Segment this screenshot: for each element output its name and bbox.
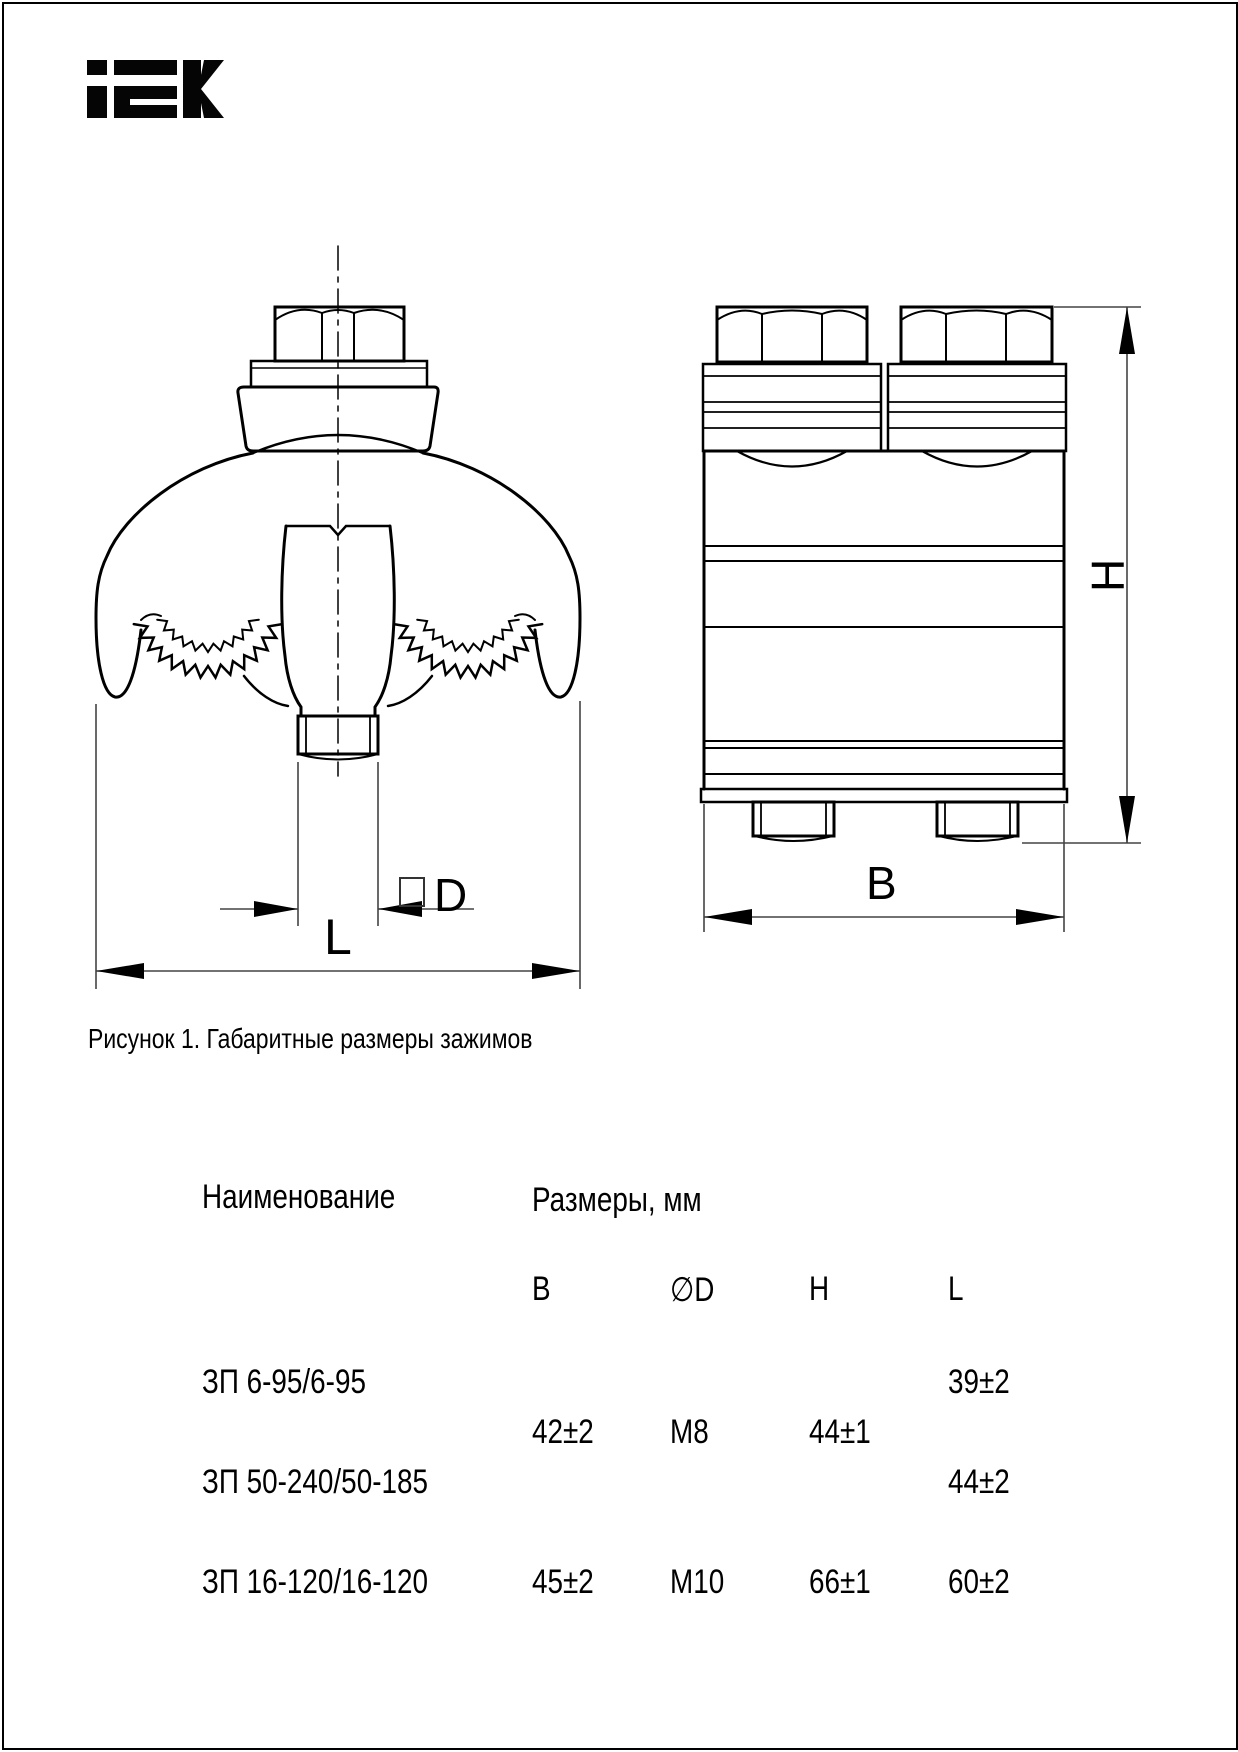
cell-b: 42±2 [532, 1412, 594, 1451]
header-col-h: H [809, 1270, 830, 1308]
header-col-d: ∅D [670, 1270, 715, 1309]
dimensions-table [180, 1154, 1049, 1632]
figure-drawing [4, 4, 1236, 1014]
row-name: ЗП 6-95/6-95 [202, 1362, 366, 1401]
left-jaw-fine-serration [157, 620, 259, 652]
right-jaw-fine-serration [417, 620, 519, 652]
cell-h: 66±1 [809, 1562, 871, 1601]
dim-label-h: H [1082, 558, 1134, 592]
side-view [701, 307, 1067, 841]
header-col-l: L [948, 1270, 964, 1308]
document-page [2, 2, 1238, 1750]
header-sizes-group: Размеры, мм [532, 1181, 702, 1219]
table-row [180, 1532, 1049, 1632]
header-col-b: B [532, 1270, 551, 1308]
cell-l: 44±2 [948, 1462, 1010, 1501]
front-view [96, 246, 580, 776]
dimensions-table-container [180, 1154, 1049, 1632]
row-name: ЗП 50-240/50-185 [202, 1462, 428, 1501]
cell-h: 44±1 [809, 1412, 871, 1451]
row-name: ЗП 16-120/16-120 [202, 1562, 428, 1601]
figure-caption: Рисунок 1. Габаритные размеры зажимов [88, 1023, 533, 1054]
cell-l: 39±2 [948, 1362, 1010, 1401]
cell-l: 60±2 [948, 1562, 1010, 1601]
table-row [180, 1332, 1049, 1432]
cell-d: M10 [670, 1562, 725, 1601]
header-name: Наименование [202, 1178, 396, 1216]
dim-label-d: D [434, 869, 468, 921]
cell-d: M8 [670, 1412, 709, 1451]
dim-label-b: B [866, 857, 897, 909]
dim-label-l: L [324, 909, 352, 965]
cell-b: 45±2 [532, 1562, 594, 1601]
